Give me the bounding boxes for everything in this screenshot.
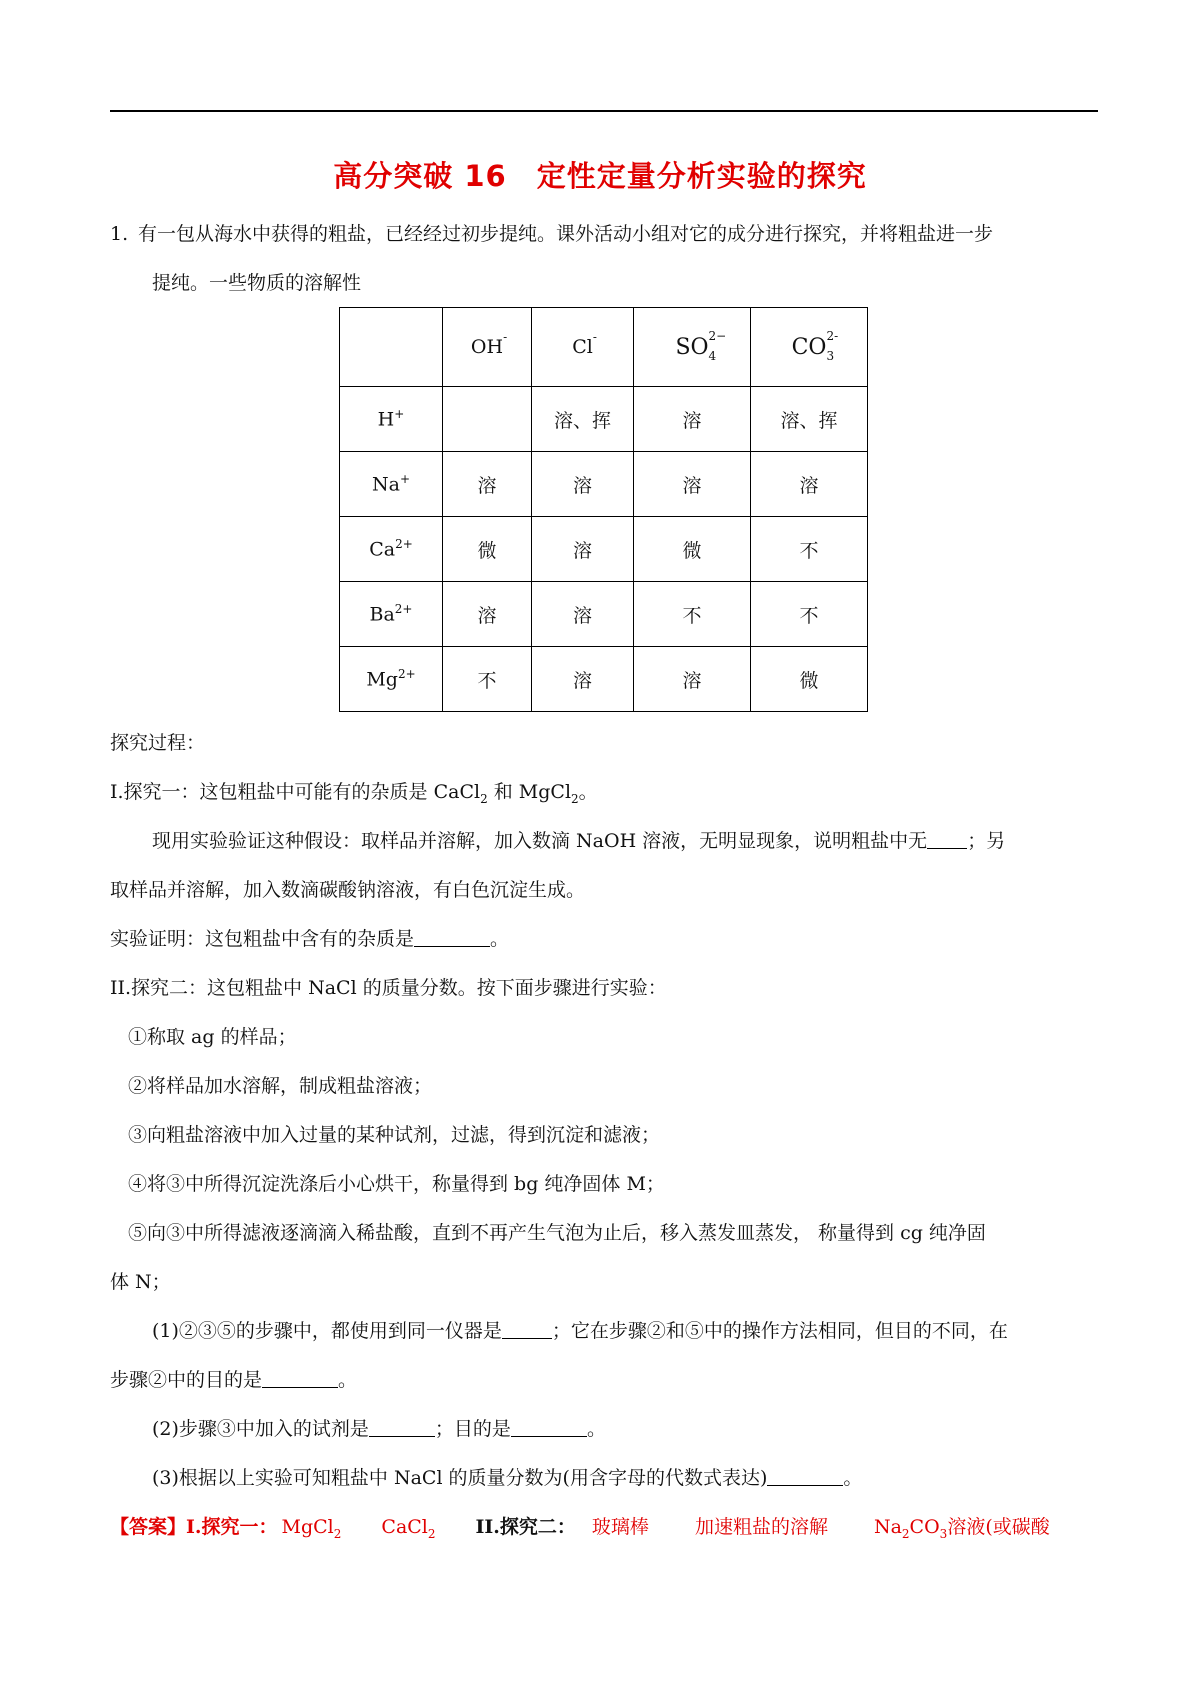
question-2: (2)步骤③中加入的试剂是 ；目的是 。 — [152, 1418, 606, 1440]
solubility-cell: 溶、挥 — [532, 387, 634, 452]
table-row — [340, 647, 868, 712]
solubility-cell: 溶 — [634, 647, 751, 712]
table-header-row — [340, 308, 868, 387]
answer-blank — [927, 830, 967, 849]
question-1-continued: 步骤②中的目的是 。 — [110, 1369, 358, 1391]
answer-blank — [262, 1369, 338, 1388]
anion-sulfate: SO 2− 4 — [634, 308, 751, 387]
verify-line2: 取样品并溶解，加入数滴碳酸钠溶液，有白色沉淀生成。 — [110, 879, 586, 901]
solubility-cell: 溶 — [634, 387, 751, 452]
answer-instrument: 玻璃棒 — [591, 1516, 649, 1538]
answer-reagent: $Na_2CO_3$溶液(或碳酸 — [873, 1516, 1050, 1541]
step-3: ③向粗盐溶液中加入过量的某种试剂，过滤，得到沉淀和滤液； — [128, 1124, 661, 1146]
answer-impurity-1: MgCl$_2$ — [281, 1516, 342, 1541]
step-5-continued: 体 N； — [110, 1271, 171, 1293]
solubility-cell: 溶 — [443, 452, 532, 517]
table-row — [340, 452, 868, 517]
cation-cell: $Ca^{2+}$ — [340, 517, 443, 582]
part2-intro: II.探究二：这包粗盐中 NaCl 的质量分数。按下面步骤进行实验： — [110, 977, 667, 999]
solubility-cell: 溶、挥 — [751, 387, 868, 452]
solubility-cell: 溶 — [532, 452, 634, 517]
answer-blank — [414, 928, 490, 947]
step-4: ④将③中所得沉淀洗涤后小心烘干，称量得到 bg 纯净固体 M； — [128, 1173, 665, 1195]
question-intro-line1: 1. 有一包从海水中获得的粗盐，已经经过初步提纯。课外活动小组对它的成分进行探究，并将粗盐进一步 — [110, 223, 994, 245]
answer-blank — [511, 1418, 587, 1437]
cation-cell: Na+ — [340, 452, 443, 517]
solubility-cell: 微 — [634, 517, 751, 582]
proof-line: 实验证明：这包粗盐中含有的杂质是 。 — [110, 928, 510, 950]
answer-part2-label: II.探究二： — [475, 1516, 576, 1538]
answer-line — [110, 1514, 1100, 1547]
table-row — [340, 582, 868, 647]
solubility-cell: 不 — [751, 582, 868, 647]
solubility-cell: 溶 — [443, 582, 532, 647]
answer-label: 【答案】 — [110, 1516, 187, 1538]
solubility-cell: 微 — [443, 517, 532, 582]
solubility-table — [339, 307, 868, 712]
solubility-cell: 不 — [751, 517, 868, 582]
table-row — [340, 517, 868, 582]
question-3: (3)根据以上实验可知粗盐中 NaCl 的质量分数为(用含字母的代数式表达) 。 — [152, 1467, 863, 1489]
cation-cell: $Ba^{2+}$ — [340, 582, 443, 647]
answer-purpose: 加速粗盐的溶解 — [694, 1516, 828, 1538]
verify-line1: 现用实验验证这种假设：取样品并溶解，加入数滴 NaOH 溶液，无明显现象，说明粗盐中无 ；另 — [152, 830, 1006, 852]
anion-chloride: Cl - — [532, 308, 634, 387]
anion-carbonate: CO 2- 3 — [751, 308, 868, 387]
question-intro-line2: 提纯。一些物质的溶解性 — [152, 272, 362, 294]
solubility-cell: 不 — [443, 647, 532, 712]
table-row — [340, 387, 868, 452]
step-2: ②将样品加水溶解，制成粗盐溶液； — [128, 1075, 433, 1097]
part1-hypothesis: I.探究一：这包粗盐中可能有的杂质是 CaCl$_2$ 和 MgCl$_2$。 — [110, 781, 598, 806]
solubility-cell: 溶 — [532, 517, 634, 582]
answer-blank — [502, 1320, 552, 1339]
answer-impurity-2: CaCl$_2$ — [381, 1516, 436, 1541]
answer-blank — [767, 1467, 843, 1486]
solubility-cell: 溶 — [532, 647, 634, 712]
answer-part1-label: I.探究一： — [186, 1516, 278, 1538]
solubility-cell: 微 — [751, 647, 868, 712]
header-rule — [110, 110, 1098, 112]
question-1: (1)②③⑤的步骤中，都使用到同一仪器是 ；它在步骤②和⑤中的操作方法相同，但目的不同，在 — [152, 1320, 1008, 1342]
table-corner-cell — [340, 308, 443, 387]
step-5: ⑤向③中所得滤液逐滴滴入稀盐酸，直到不再产生气泡为止后，移入蒸发皿蒸发， 称量得到 cg 纯净固 — [128, 1222, 986, 1244]
solubility-cell: 溶 — [532, 582, 634, 647]
anion-hydroxide: OH - — [443, 308, 532, 387]
step-1: ①称取 ag 的样品； — [128, 1026, 297, 1048]
solubility-cell: 溶 — [634, 452, 751, 517]
solubility-cell: 溶 — [751, 452, 868, 517]
cation-cell: $Mg^{2+}$ — [340, 647, 443, 712]
process-heading: 探究过程： — [110, 732, 206, 754]
answer-blank — [369, 1418, 435, 1437]
solubility-cell: 不 — [634, 582, 751, 647]
solubility-cell — [443, 387, 532, 452]
page-title: 高分突破 16 定性定量分析实验的探究 — [333, 159, 867, 193]
cation-cell: H+ — [340, 387, 443, 452]
